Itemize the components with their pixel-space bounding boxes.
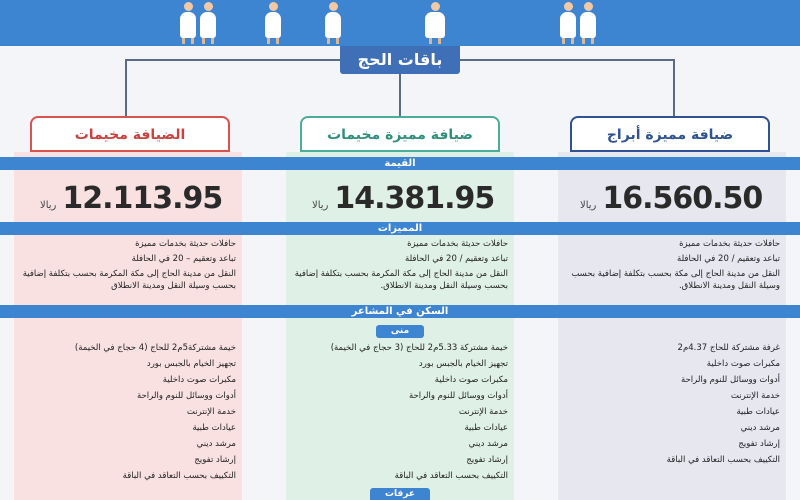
housing-item: إرشاد تفويج <box>738 439 780 449</box>
feature-item: حافلات حديثة بخدمات مميزة <box>407 239 508 249</box>
feature-item: تباعد وتعقيم / 20 في الحافلة <box>405 254 508 264</box>
housing-item: عيادات طبية <box>192 423 236 433</box>
price-towers <box>580 176 762 216</box>
price-premium-camps <box>312 176 494 216</box>
pilgrim-illustration <box>425 2 445 44</box>
pilgrim-illustration <box>180 2 196 44</box>
page-title: باقات الحج <box>340 46 460 74</box>
feature-item: النقل من مدينة الحاج إلى مكة المكرمة بحسب بتكلفة إضافية بحسب وسيلة النقل ومدينة الانطلاق. <box>294 269 508 291</box>
housing-item: تجهيز الخيام بالجبس بورد <box>418 359 508 369</box>
housing-item: أدوات ووسائل للنوم والراحة <box>137 391 236 401</box>
housing-item: التكييف بحسب التعاقد في الباقة <box>394 471 508 481</box>
housing-item: مرشد ديني <box>196 439 236 449</box>
mina-list-camps <box>18 342 236 486</box>
pilgrim-illustration <box>325 2 341 44</box>
section-tag-arafat: عرفات <box>370 488 430 500</box>
price-value: 12.113.95 <box>62 181 223 216</box>
pilgrim-illustration <box>200 2 216 44</box>
connector-line <box>125 60 127 116</box>
housing-item: خيمة مشتركة 5.33م2 للحاج (3 حجاج في الخيمة) <box>330 343 508 353</box>
housing-item: إرشاد تفويج <box>194 455 236 465</box>
feature-item: حافلات حديثة بخدمات مميزة <box>679 239 780 249</box>
currency-label: ريالا <box>312 200 329 211</box>
package-header-camps: الضيافة مخيمات <box>30 116 230 152</box>
housing-item: مكبرات صوت داخلية <box>706 359 780 369</box>
feature-item: النقل من مدينة الحاج إلى مكة المكرمة بحسب بتكلفة إضافية بحسب وسيلة النقل ومدينة الانطلاق <box>22 269 236 291</box>
pilgrim-illustration <box>560 2 576 44</box>
housing-item: تجهيز الخيام بالجبس بورد <box>146 359 236 369</box>
housing-item: أدوات ووسائل للنوم والراحة <box>681 375 780 385</box>
feature-item: تباعد وتعقيم – 20 في الحافلة <box>131 254 236 264</box>
price-value: 14.381.95 <box>334 181 495 216</box>
mina-list-premium-camps <box>290 342 508 486</box>
price-camps <box>40 176 222 216</box>
section-bar-housing: السكن في المشاعر <box>0 305 800 318</box>
housing-item: خدمة الإنترنت <box>186 407 236 417</box>
housing-item: مرشد ديني <box>740 423 780 433</box>
pilgrim-illustration <box>265 2 281 44</box>
currency-label: ريالا <box>40 200 57 211</box>
section-tag-mina: منى <box>376 325 424 338</box>
housing-item: خدمة الإنترنت <box>730 391 780 401</box>
mina-list-towers <box>562 342 780 470</box>
housing-item: أدوات ووسائل للنوم والراحة <box>409 391 508 401</box>
features-list-premium-camps <box>290 238 508 295</box>
features-list-towers <box>562 238 780 295</box>
pilgrim-illustration <box>580 2 596 44</box>
package-header-premium-camps: ضيافة مميزة مخيمات <box>300 116 500 152</box>
feature-item: تباعد وتعقيم / 20 في الحافلة <box>677 254 780 264</box>
housing-item: إرشاد تفويج <box>466 455 508 465</box>
section-bar-features: المميزات <box>0 222 800 235</box>
connector-line <box>673 60 675 116</box>
feature-item: حافلات حديثة بخدمات مميزة <box>135 239 236 249</box>
housing-item: مكبرات صوت داخلية <box>162 375 236 385</box>
housing-item: عيادات طبية <box>464 423 508 433</box>
housing-item: التكييف بحسب التعاقد في الباقة <box>122 471 236 481</box>
housing-item: عيادات طبية <box>736 407 780 417</box>
features-list-camps <box>18 238 236 295</box>
price-value: 16.560.50 <box>602 181 763 216</box>
housing-item: مكبرات صوت داخلية <box>434 375 508 385</box>
housing-item: التكييف بحسب التعاقد في الباقة <box>666 455 780 465</box>
housing-item: خدمة الإنترنت <box>458 407 508 417</box>
housing-item: خيمة مشتركة5م2 للحاج (4 حجاج في الخيمة) <box>74 343 236 353</box>
feature-item: النقل من مدينة الحاج إلى مكة بحسب بتكلفة إضافية بحسب وسيلة النقل ومدينة الانطلاق. <box>571 269 780 291</box>
housing-item: غرفة مشتركة للحاج 4.37م2 <box>677 343 780 353</box>
section-bar-price: القيمة <box>0 157 800 170</box>
header-banner <box>0 0 800 46</box>
currency-label: ريالا <box>580 200 597 211</box>
housing-item: مرشد ديني <box>468 439 508 449</box>
package-header-towers: ضيافة مميزة أبراج <box>570 116 770 152</box>
